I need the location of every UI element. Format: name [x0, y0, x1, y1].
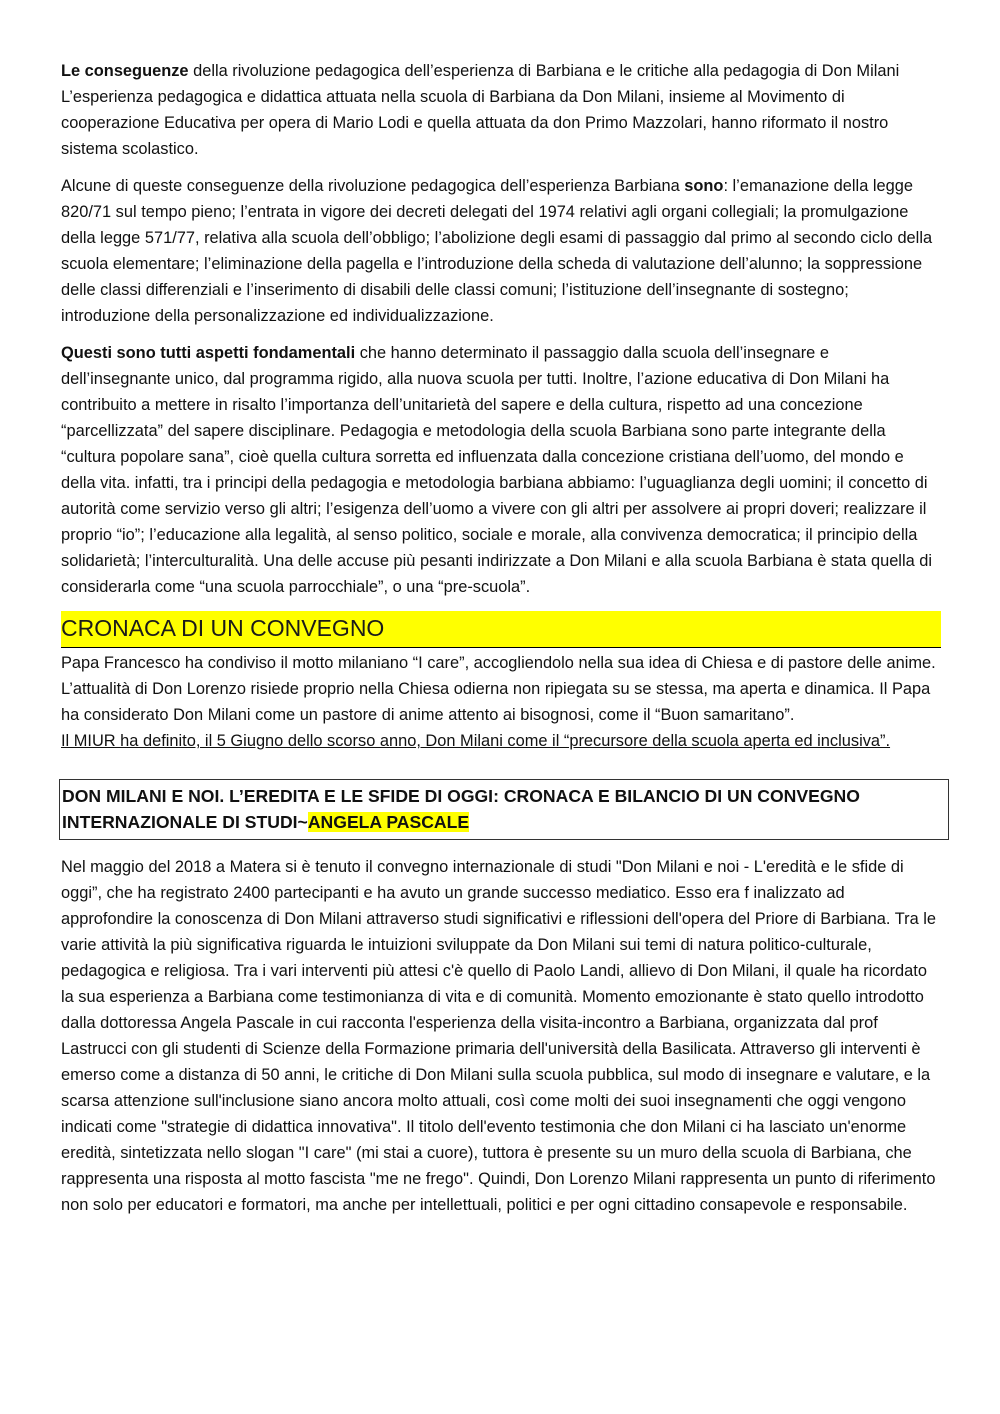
cronaca-heading: CRONACA DI UN CONVEGNO: [61, 611, 941, 648]
intro-body: L’esperienza pedagogica e didattica attuata nella scuola di Barbiana da Don Milani, insieme al Movimento di cooperazione Educativa per opera di Mario Lodi e quella attuata da don Primo Mazzolari, hanno riformato il nostro sistema scolastico.: [61, 88, 889, 158]
consequences-paragraph: [61, 173, 941, 329]
fundamentals-after: che hanno determinato il passaggio dalla scuola dell’insegnare e dell’insegnante unico, dal programma rigido, alla nuova scuola per tutti. Inoltre, l’azione educativa di Don Milani ha contribuito a mettere in risalto l’importanza dell’unitarietà del sapere e della cultura, rispetto ad una concezione “parcellizzata” del sapere disciplinare. Pedagogia e metodologia della scuola Barbiana sono parte integrante della “cultura popolare sana”, cioè quella cultura sorretta ed influenzata dalla concezione cristiana dell’uomo, del mondo e della vita. infatti, tra i principi della pedagogia e metodologia barbiana abbiamo: l’uguaglianza degli uomini; il concetto di autorità come servizio verso gli altri; l’esigenza dell’uomo a vivere con gli altri per assolvere ai propri doveri; realizzare il proprio “io”; l’educazione alla legalità, al senso politico, sociale e morale, alla convivenza democratica; il principio della solidarietà; l’interculturalità. Una delle accuse più pesanti indirizzate a Don Milani e alla scuola Barbiana è stata quella di considerarla come “una scuola parrocchiale”, o una “pre-scuola”.: [61, 344, 933, 596]
consequences-before: Alcune di queste conseguenze della rivoluzione pedagogica dell’esperienza Barbiana: [61, 177, 685, 195]
intro-lead-bold: Le conseguenze: [61, 62, 189, 80]
convegno-heading-main: DON MILANI E NOI. L’EREDITA E LE SFIDE DI OGGI: CRONACA E BILANCIO DI UN CONVEGNO INTERNAZIONALE DI STUDI~: [62, 786, 860, 832]
cronaca-paragraph: [61, 650, 941, 754]
convegno-heading-author: ANGELA PASCALE: [307, 812, 470, 832]
document-page: [61, 58, 941, 1229]
fundamentals-paragraph: [61, 340, 941, 600]
consequences-after: : l’emanazione della legge 820/71 sul tempo pieno; l’entrata in vigore dei decreti delegati del 1974 relativi agli organi collegiali; la promulgazione della legge 571/77, relativa alla scuola dell’obbligo; l’abolizione degli esami di passaggio dal primo al secondo ciclo della scuola elementare; l’eliminazione della pagella e l’introduzione della scheda di valutazione dell’alunno; la soppressione delle classi differenziali e l’inserimento di disabili delle classi comuni; l’istituzione dell’insegnante di sostegno; introduzione della personalizzazione ed individualizzazione.: [61, 177, 933, 325]
intro-lead-rest: della rivoluzione pedagogica dell’esperienza di Barbiana e le critiche alla pedagogia di Don Milani: [188, 62, 900, 80]
consequences-bold: sono: [684, 177, 724, 195]
cronaca-body: Papa Francesco ha condiviso il motto milaniano “I care”, accogliendolo nella sua idea di Chiesa e di pastore delle anime. L’attualità di Don Lorenzo risiede proprio nella Chiesa odierna non ripiegata su se stessa, ma aperta e dinamica. Il Papa ha considerato Don Milani come un pastore di anime attento ai bisognosi, come il “Buon samaritano”.: [61, 654, 936, 724]
fundamentals-bold: Questi sono tutti aspetti fondamentali: [61, 344, 356, 362]
convegno-paragraph: Nel maggio del 2018 a Matera si è tenuto il convegno internazionale di studi "Don Milani e noi - L'eredità e le sfide di oggi”, che ha registrato 2400 partecipanti e ha avuto un grande successo mediatico. Esso era f inalizzato ad approfondire la conoscenza di Don Milani attraverso studi significativi e riflessioni dell'opera del Priore di Barbiana. Tra le varie attività la più significativa riguarda le intuizioni sviluppate da Don Milani sui temi di natura politico-culturale, pedagogica e religiosa. Tra i vari interventi più attesi c'è quello di Paolo Landi, allievo di Don Milani, il quale ha ricordato la sua esperienza a Barbiana come testimonianza di vita e di comunità. Momento emozionante è stato quello introdotto dalla dottoressa Angela Pascale in cui racconta l'esperienza della visita-incontro a Barbiana, organizzata dal prof Lastrucci con gli studenti di Scienze della Formazione primaria dell'università della Basilicata. Attraverso gli interventi è emerso come a distanza di 50 anni, le critiche di Don Milani sulla scuola pubblica, sul modo di insegnare e valutare, e la scarsa attenzione sull'inclusione siano ancora molto attuali, così come molti dei suoi insegnamenti che oggi vengono indicati come "strategie di didattica innovativa". Il titolo dell'evento testimonia che don Milani ci ha lasciato un'enorme eredità, sintetizzata nello slogan "I care" (mi stai a cuore), tuttora è presente su un muro della scuola di Barbiana, che rappresenta una risposta al motto fascista "me ne frego". Quindi, Don Lorenzo Milani rappresenta un punto di riferimento non solo per educatori e formatori, ma anche per intellettuali, politici e per ogni cittadino consapevole e responsabile.: [61, 858, 937, 1214]
intro-paragraph: [61, 58, 941, 162]
convegno-heading-box: [59, 779, 949, 840]
miur-statement: Il MIUR ha definito, il 5 Giugno dello scorso anno, Don Milani come il “precursore della scuola aperta ed inclusiva”.: [61, 732, 891, 750]
